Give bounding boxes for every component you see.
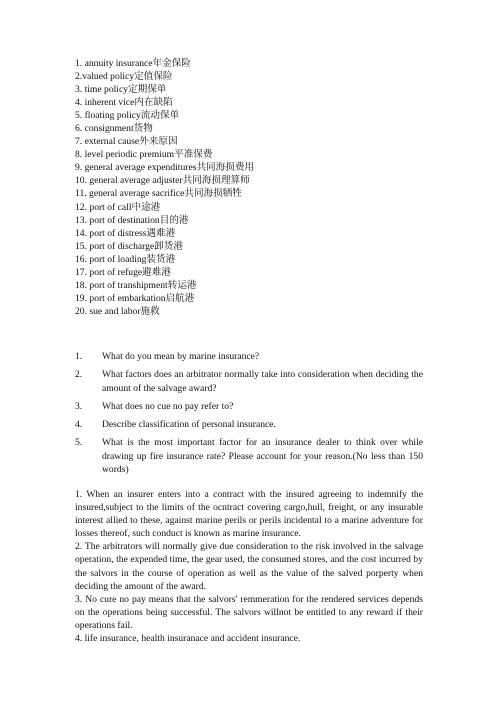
question-text: What does no cue no pay refer to? bbox=[102, 400, 234, 412]
glossary-item: 11. general average sacrifice共同海损牺牲 bbox=[75, 188, 242, 200]
question-item bbox=[75, 436, 423, 477]
glossary-item: 16. port of loading装货港 bbox=[75, 253, 176, 265]
glossary-item: 7. external cause外来原因 bbox=[75, 136, 178, 148]
question-number: 2. bbox=[75, 369, 83, 381]
glossary-item: 20. sue and labor施救 bbox=[75, 305, 160, 317]
question-text: Describe classification of personal insurance. bbox=[102, 418, 276, 430]
question-number: 4. bbox=[75, 418, 83, 430]
question-item bbox=[75, 418, 423, 432]
glossary-item: 10. general average adjuster共同海损理算师 bbox=[75, 175, 250, 187]
glossary-item: 12. port of call中途港 bbox=[75, 201, 161, 213]
answer-paragraph: 4. life insurance, health insuranace and accident insurance. bbox=[75, 633, 301, 645]
question-number: 5. bbox=[75, 436, 83, 448]
question-text: What do you mean by marine insurance? bbox=[102, 351, 260, 362]
glossary-item: 4. inherent vice内在缺陷 bbox=[75, 97, 173, 109]
glossary-item: 17. port of refuge避难港 bbox=[75, 266, 171, 278]
glossary-item: 1. annuity insurance年金保险 bbox=[75, 58, 191, 69]
glossary-item: 8. level periodic premium平准保费 bbox=[75, 149, 213, 161]
question-number: 1. bbox=[75, 351, 83, 362]
question-item bbox=[75, 350, 423, 364]
glossary-item: 19. port of embarkation启航港 bbox=[75, 292, 195, 304]
question-item bbox=[75, 400, 423, 414]
glossary-item: 18. port of transhipment转运港 bbox=[75, 279, 197, 291]
glossary-item: 3. time policy定期保单 bbox=[75, 84, 167, 96]
glossary-item: 13. port of destination目的港 bbox=[75, 214, 189, 226]
question-text: What factors does an arbitrator normally take into consideration when deciding the amount of the salvage award? bbox=[102, 369, 423, 394]
glossary-list bbox=[75, 57, 435, 318]
answer-list bbox=[75, 488, 423, 645]
glossary-item: 5. floating policy流动保单 bbox=[75, 110, 180, 122]
glossary-item: 15. port of discharge卸货港 bbox=[75, 240, 183, 252]
glossary-item: 2.valued policy定值保险 bbox=[75, 71, 173, 83]
glossary-item: 6. consignment货物 bbox=[75, 123, 153, 135]
glossary-item: 14. port of distress遇难港 bbox=[75, 227, 176, 239]
glossary-item: 9. general average expenditures共同海损费用 bbox=[75, 162, 255, 174]
answer-paragraph: 3. No cure no pay means that the salvors' remmeration for the rendered services depends on the operations being successful. The salvors willnot be entitled to any reward if their operations fail. bbox=[75, 593, 423, 631]
answer-paragraph: 1. When an insurer enters into a contract with the insured agreeing to indemnify the insured,subject to the limits of the ocntract covering cargo,hull, freight, or any insurable interest allied to these, against marine perils or perils incidental to a marine adventure for losses thereof, such conduct is known as marine insurance. bbox=[75, 489, 423, 540]
answer-paragraph: 2. The arbitrators will normally give due consideration to the risk involved in the salvage operation, the expended time, the gear used, the consumed stores, and the cost incurred by the salvors in the course of operation as well as the value of the salved porperty when deciding the amount of the award. bbox=[75, 541, 423, 592]
question-item bbox=[75, 368, 423, 395]
question-number: 3. bbox=[75, 400, 83, 412]
question-list bbox=[75, 350, 423, 481]
question-text: What is the most important factor for an insurance dealer to think over while drawing up fire insurance rate? Please account for your reason.(No less than 150 words) bbox=[102, 436, 423, 476]
